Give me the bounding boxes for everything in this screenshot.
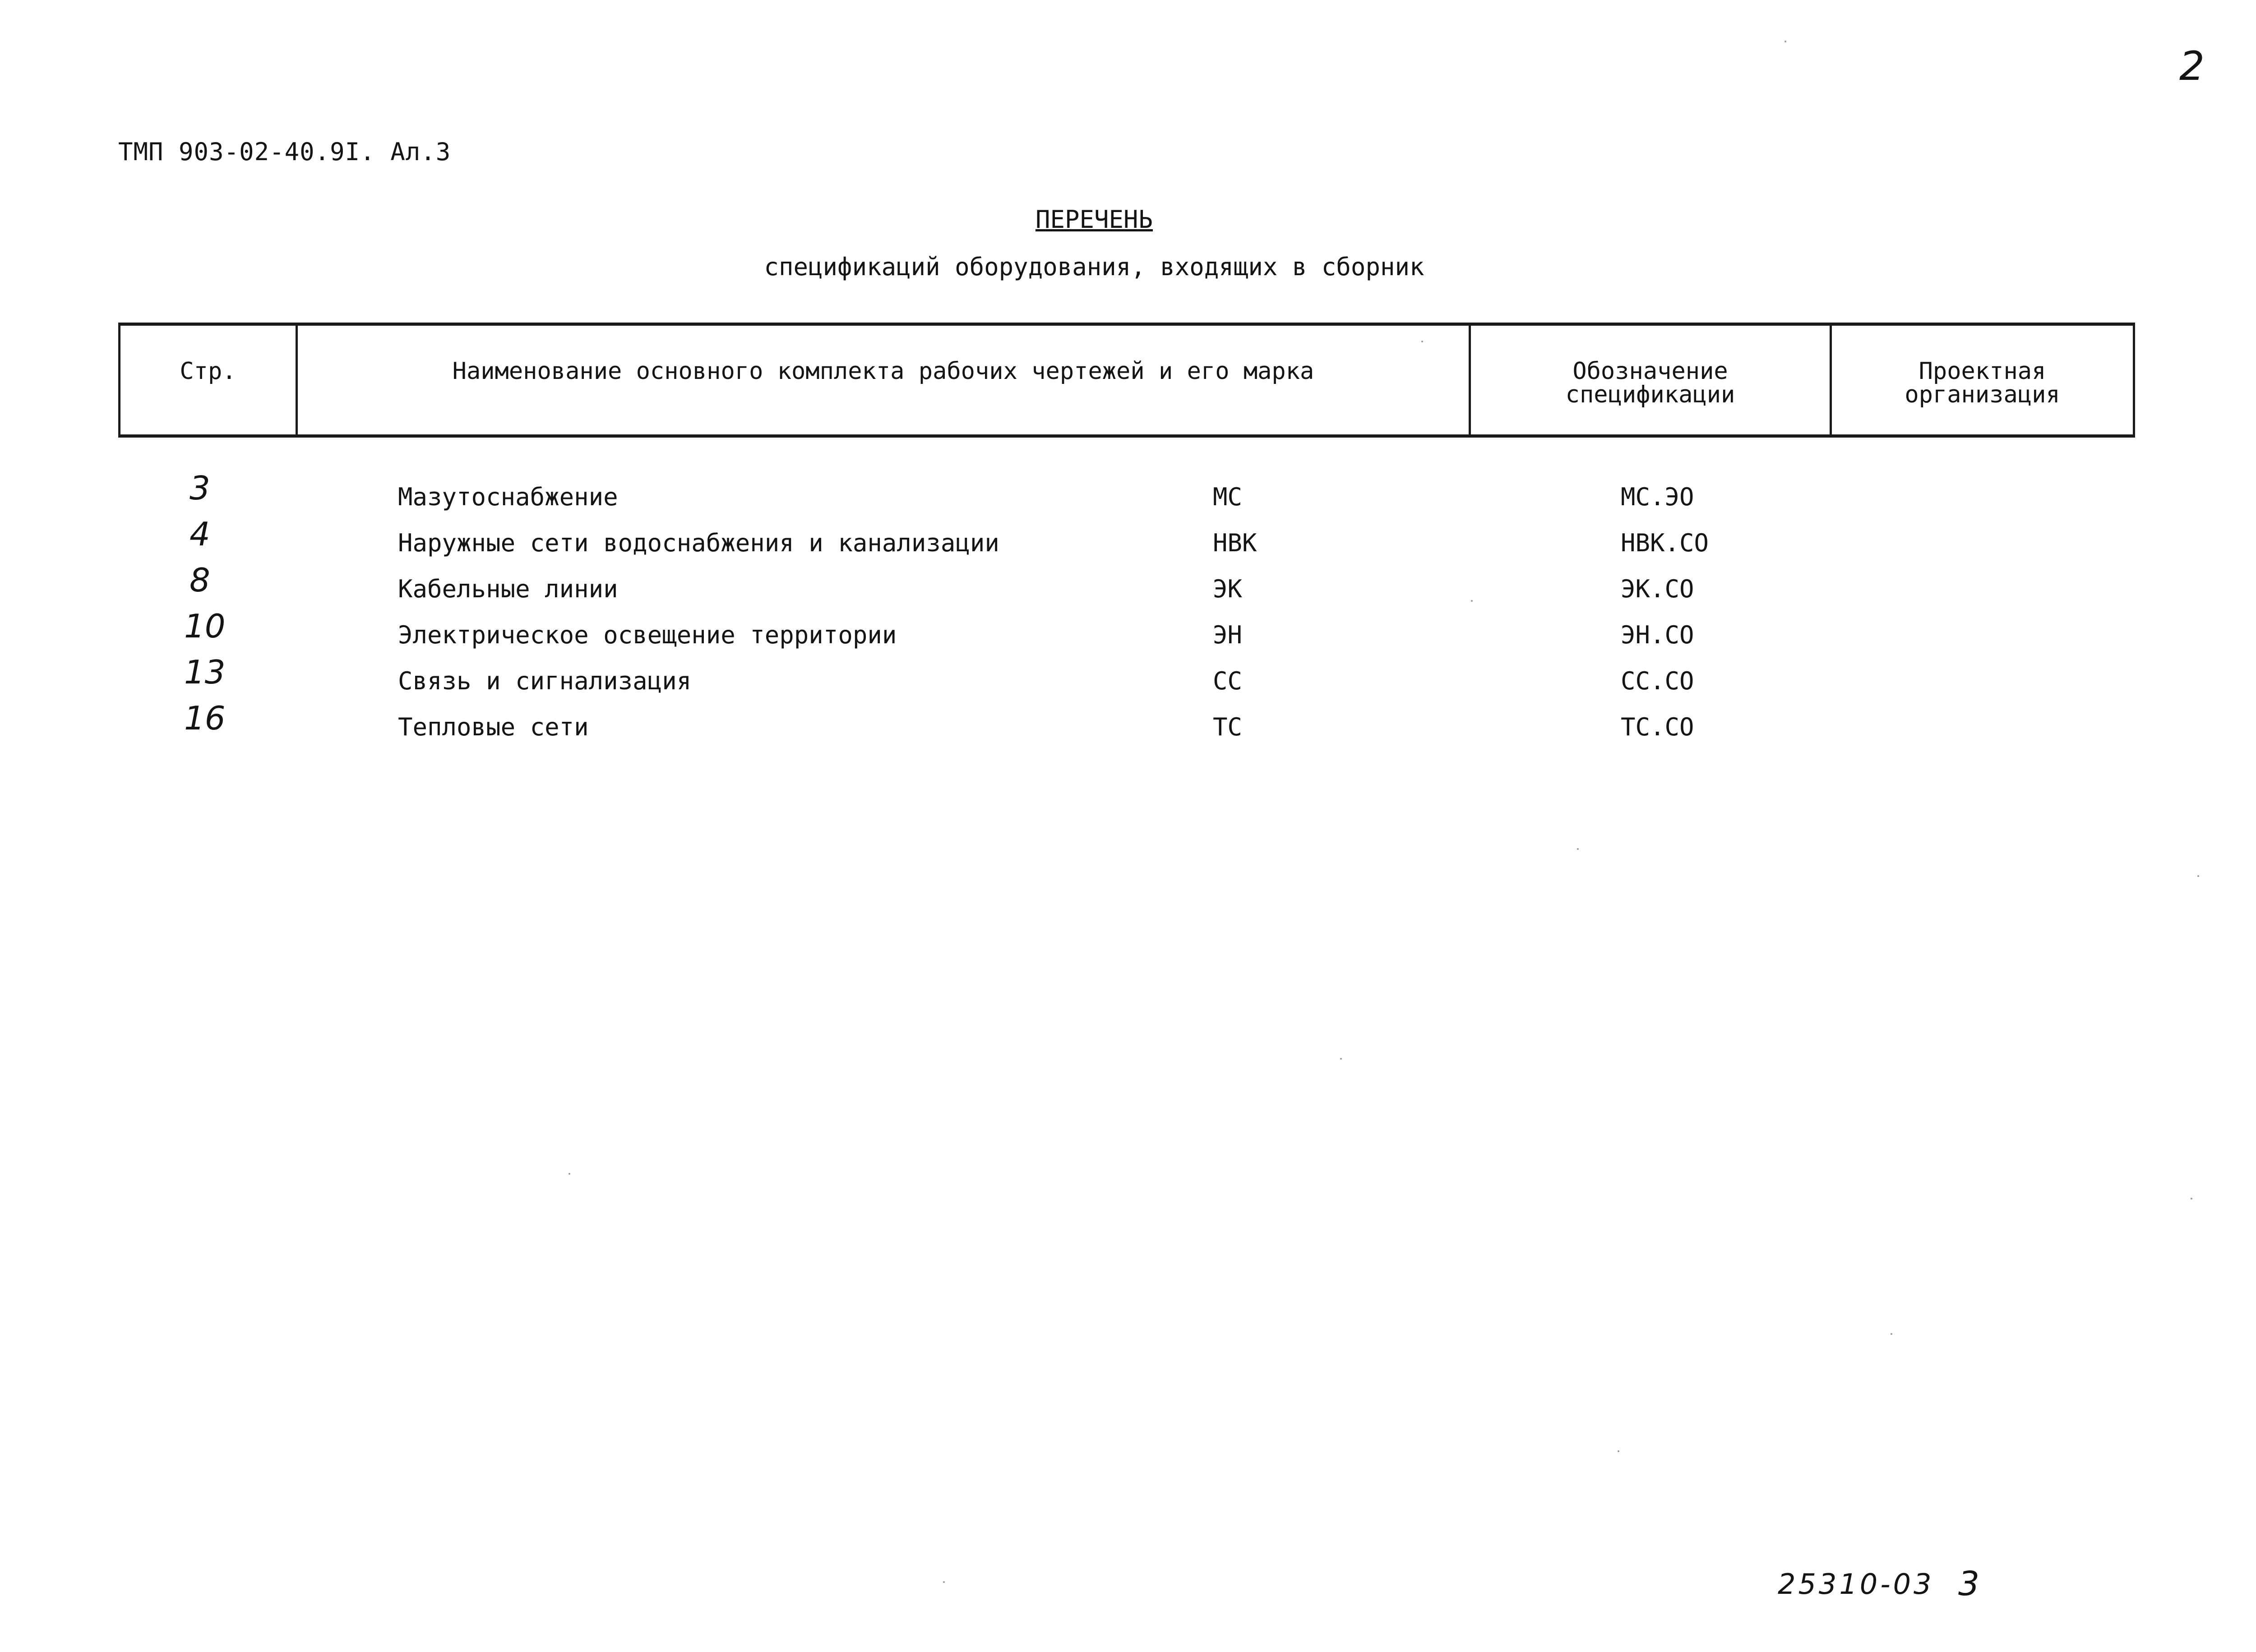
scan-speck bbox=[569, 1173, 570, 1175]
scan-speck bbox=[1421, 341, 1423, 342]
document-code: ТМП 903-02-40.9I. Ал.3 bbox=[118, 138, 451, 166]
row-page: 8 bbox=[190, 561, 210, 599]
page-number: 2 bbox=[2179, 43, 2205, 89]
row-designation: ЭК.СО bbox=[1621, 575, 1694, 603]
row-page: 3 bbox=[190, 469, 210, 507]
row-designation: ТС.СО bbox=[1621, 713, 1694, 741]
row-mark: МС bbox=[1213, 483, 1243, 511]
scan-speck bbox=[2197, 875, 2199, 877]
row-page: 4 bbox=[190, 515, 210, 553]
scan-speck bbox=[1577, 848, 1579, 850]
row-name: Кабельные линии bbox=[398, 575, 618, 603]
table-border-right bbox=[2133, 323, 2135, 438]
row-page: 13 bbox=[184, 653, 226, 691]
row-name: Наружные сети водоснабжения и канализации bbox=[398, 529, 999, 557]
header-page: Стр. bbox=[180, 358, 236, 385]
scan-speck bbox=[1891, 1333, 1892, 1335]
row-name: Тепловые сети bbox=[398, 713, 589, 741]
scan-speck bbox=[1784, 41, 1786, 42]
scan-speck bbox=[1471, 600, 1473, 602]
row-page: 16 bbox=[184, 699, 226, 737]
row-mark: ЭК bbox=[1213, 575, 1243, 603]
header-organization-line1: Проектная bbox=[1919, 358, 2046, 385]
scan-speck bbox=[2191, 1198, 2192, 1200]
header-designation-line1: Обозначение bbox=[1572, 358, 1728, 385]
scan-speck bbox=[943, 1581, 945, 1583]
row-name: Связь и сигнализация bbox=[398, 667, 692, 695]
row-mark: СС bbox=[1213, 667, 1243, 695]
row-designation: МС.ЭО bbox=[1621, 483, 1694, 511]
row-mark: ТС bbox=[1213, 713, 1243, 741]
row-mark: ЭН bbox=[1213, 621, 1243, 649]
row-designation: ЭН.СО bbox=[1621, 621, 1694, 649]
document-subtitle: спецификаций оборудования, входящих в сборник bbox=[764, 253, 1424, 281]
row-page: 10 bbox=[184, 607, 226, 645]
scan-speck bbox=[1618, 1450, 1619, 1452]
document-title: ПЕРЕЧЕНЬ bbox=[1035, 205, 1153, 234]
sheet-identifier: 25310-03 bbox=[1778, 1568, 1934, 1601]
row-designation: СС.СО bbox=[1621, 667, 1694, 695]
header-name: Наименование основного комплекта рабочих чертежей и его марка bbox=[452, 358, 1314, 385]
scan-speck bbox=[1340, 1058, 1342, 1060]
row-name: Мазутоснабжение bbox=[398, 483, 618, 511]
sheet-number: 3 bbox=[1958, 1564, 1980, 1603]
header-organization-line2: организация bbox=[1905, 381, 2060, 408]
header-designation-line2: спецификации bbox=[1565, 381, 1735, 408]
row-name: Электрическое освещение территории bbox=[398, 621, 897, 649]
row-mark: НВК bbox=[1213, 529, 1257, 557]
row-designation: НВК.СО bbox=[1621, 529, 1709, 557]
